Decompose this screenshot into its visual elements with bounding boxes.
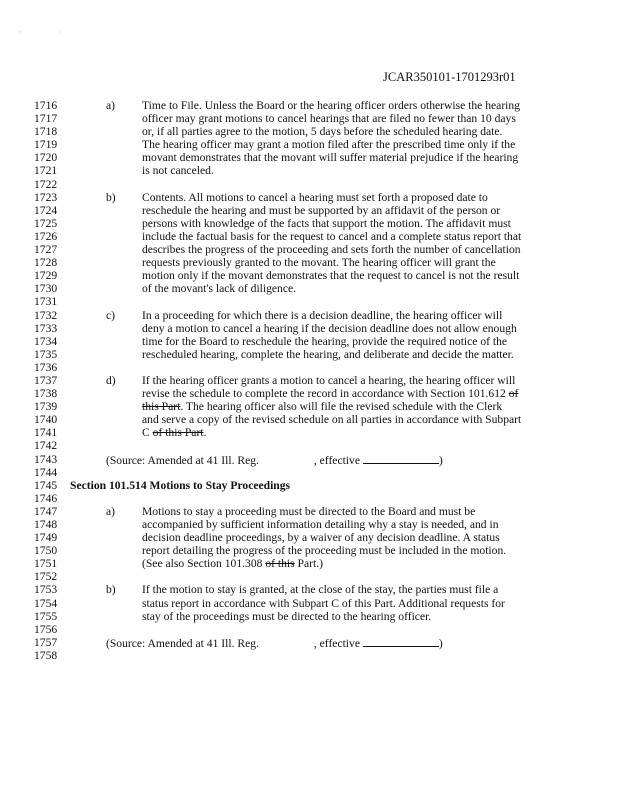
line-text: (See also Section 101.308 of this Part.) <box>142 557 323 571</box>
line-number: 1744 <box>34 465 58 479</box>
document-line <box>34 492 594 505</box>
subsection-marker: b) <box>106 190 116 204</box>
line-number: 1741 <box>34 426 58 440</box>
document-line <box>34 623 594 636</box>
line-text: accompanied by sufficient information detailing why a stay is needed, and in <box>142 518 499 531</box>
line-text: C of this Part. <box>142 426 207 440</box>
document-line <box>34 125 594 138</box>
line-number: 1755 <box>34 609 58 623</box>
line-text: rescheduled hearing, complete the hearing, and deliberate and decide the matter. <box>142 347 514 361</box>
effective-date-blank <box>363 636 439 647</box>
line-text: motion only if the movant demonstrates that the request to cancel is not the result <box>142 269 520 283</box>
line-number: 1718 <box>34 125 58 139</box>
document-header-code: JCAR350101-1701293r01 <box>383 70 516 84</box>
line-number: 1742 <box>34 439 58 453</box>
document-line <box>34 426 594 439</box>
line-text: is not canceled. <box>142 164 214 178</box>
scan-specks: · · <box>18 28 80 37</box>
document-line <box>34 453 594 466</box>
subsection-marker: c) <box>106 308 116 322</box>
subsection-marker: a) <box>106 99 116 112</box>
document-line <box>34 348 594 361</box>
document-line <box>34 544 594 557</box>
line-text: If the hearing officer grants a motion to cancel a hearing, the hearing officer will <box>142 373 516 387</box>
document-line <box>34 583 594 596</box>
document-line <box>34 243 594 256</box>
line-text: status report in accordance with Subpart C of this Part. Additional requests for <box>142 596 505 610</box>
document-line <box>34 335 594 348</box>
struck-text: of <box>508 387 519 401</box>
document-line <box>34 151 594 164</box>
line-number: 1726 <box>34 229 58 243</box>
document-line <box>34 439 594 452</box>
line-number: 1743 <box>34 452 58 466</box>
document-line <box>34 597 594 610</box>
line-number: 1733 <box>34 321 58 335</box>
line-text: of the movant's lack of diligence. <box>142 282 297 296</box>
subsection-marker: b) <box>106 583 116 597</box>
line-text: and serve a copy of the revised schedule on all parties in accordance with Subpart <box>142 413 522 427</box>
document-body <box>34 99 594 662</box>
document-line <box>34 466 594 479</box>
document-line <box>34 269 594 282</box>
line-number: 1745 <box>34 478 58 492</box>
document-line <box>34 178 594 191</box>
line-number: 1721 <box>34 164 58 178</box>
line-text: Motions to stay a proceeding must be directed to the Board and must be <box>142 504 476 518</box>
document-line <box>34 531 594 544</box>
line-number: 1725 <box>34 216 58 230</box>
line-number: 1720 <box>34 151 58 165</box>
document-line <box>34 256 594 269</box>
document-line <box>34 518 594 531</box>
line-number: 1751 <box>34 557 58 571</box>
line-number: 1734 <box>34 334 58 348</box>
line-number: 1754 <box>34 596 58 610</box>
line-number: 1717 <box>34 112 58 126</box>
source-note: (Source: Amended at 41 Ill. Reg. , effective ) <box>106 453 443 467</box>
line-number: 1749 <box>34 531 58 545</box>
line-text: The hearing officer may grant a motion filed after the prescribed time only if the <box>142 138 516 152</box>
line-number: 1748 <box>34 518 58 531</box>
line-text: officer may grant motions to cancel hearings that are filed no fewer than 10 days <box>142 112 516 126</box>
line-text: movant demonstrates that the movant will suffer material prejudice if the hearing <box>142 151 519 165</box>
document-line <box>34 217 594 230</box>
document-line <box>34 413 594 426</box>
line-text: decision deadline proceedings, by a waiver of any decision deadline. A status <box>142 531 500 545</box>
line-number: 1732 <box>34 308 58 322</box>
document-line <box>34 361 594 374</box>
line-number: 1737 <box>34 373 58 387</box>
line-number: 1731 <box>34 295 58 309</box>
document-line <box>34 309 594 322</box>
struck-text: of this <box>265 557 295 571</box>
document-line <box>34 636 594 649</box>
line-text: or, if all parties agree to the motion, 5 days before the scheduled hearing date. <box>142 125 503 139</box>
document-line <box>34 99 594 112</box>
line-text: reschedule the hearing and must be supported by an affidavit of the person or <box>142 203 501 217</box>
line-number: 1723 <box>34 190 58 204</box>
line-number: 1724 <box>34 203 58 217</box>
document-line <box>34 387 594 400</box>
line-text: persons with knowledge of the facts that support the motion. The affidavit must <box>142 216 511 230</box>
line-number: 1730 <box>34 282 58 296</box>
document-line <box>34 295 594 308</box>
line-number: 1740 <box>34 413 58 427</box>
line-number: 1758 <box>34 648 58 662</box>
line-number: 1746 <box>34 491 58 505</box>
document-line <box>34 374 594 387</box>
struck-text: this Part <box>142 400 181 414</box>
struck-text: of this Part <box>152 426 204 440</box>
document-line <box>34 138 594 151</box>
document-line <box>34 557 594 570</box>
line-text: time for the Board to reschedule the hearing, provide the required notice of the <box>142 334 508 348</box>
document-line <box>34 570 594 583</box>
document-line <box>34 610 594 623</box>
section-heading: Section 101.514 Motions to Stay Proceedings <box>70 478 291 492</box>
line-number: 1729 <box>34 269 58 283</box>
line-number: 1752 <box>34 570 58 584</box>
line-text: describes the progress of the proceeding and sets forth the number of cancellation <box>142 243 521 257</box>
line-text: If the motion to stay is granted, at the close of the stay, the parties must file a <box>142 583 499 597</box>
document-line <box>34 112 594 125</box>
effective-date-blank <box>363 453 439 464</box>
line-text: include the factual basis for the request to cancel and a complete status report that <box>142 229 522 243</box>
line-text: Contents. All motions to cancel a hearing must set forth a proposed date to <box>142 190 488 204</box>
line-number: 1736 <box>34 360 58 374</box>
line-text: this Part. The hearing officer also will file the revised schedule with the Clerk <box>142 400 503 414</box>
line-number: 1739 <box>34 400 58 414</box>
line-number: 1738 <box>34 387 58 401</box>
line-number: 1722 <box>34 177 58 191</box>
document-line <box>34 322 594 335</box>
line-number: 1757 <box>34 635 58 649</box>
line-text: In a proceeding for which there is a decision deadline, the hearing officer will <box>142 308 503 322</box>
document-line <box>34 230 594 243</box>
source-note: (Source: Amended at 41 Ill. Reg. , effective ) <box>106 636 443 650</box>
line-number: 1735 <box>34 347 58 361</box>
line-text: stay of the proceedings must be directed to the hearing officer. <box>142 609 432 623</box>
line-number: 1756 <box>34 622 58 636</box>
line-number: 1753 <box>34 583 58 597</box>
line-number: 1716 <box>34 99 58 112</box>
document-line <box>34 191 594 204</box>
line-text: Time to File. Unless the Board or the hearing officer orders otherwise the hearing <box>142 99 520 112</box>
line-text: requests previously granted to the movant. The hearing officer will grant the <box>142 256 496 270</box>
line-number: 1728 <box>34 256 58 270</box>
document-line <box>34 479 594 492</box>
document-line <box>34 282 594 295</box>
line-number: 1727 <box>34 243 58 257</box>
line-text: revise the schedule to complete the record in accordance with Section 101.612 of <box>142 387 519 401</box>
subsection-marker: a) <box>106 504 116 518</box>
document-line <box>34 400 594 413</box>
document-line <box>34 649 594 662</box>
document-line <box>34 204 594 217</box>
line-text: report detailing the progress of the proceeding must be included in the motion. <box>142 544 507 558</box>
subsection-marker: d) <box>106 373 116 387</box>
document-line <box>34 164 594 177</box>
line-text: deny a motion to cancel a hearing if the decision deadline does not allow enough <box>142 321 517 335</box>
line-number: 1719 <box>34 138 58 152</box>
line-number: 1750 <box>34 544 58 558</box>
line-number: 1747 <box>34 504 58 518</box>
document-line <box>34 505 594 518</box>
